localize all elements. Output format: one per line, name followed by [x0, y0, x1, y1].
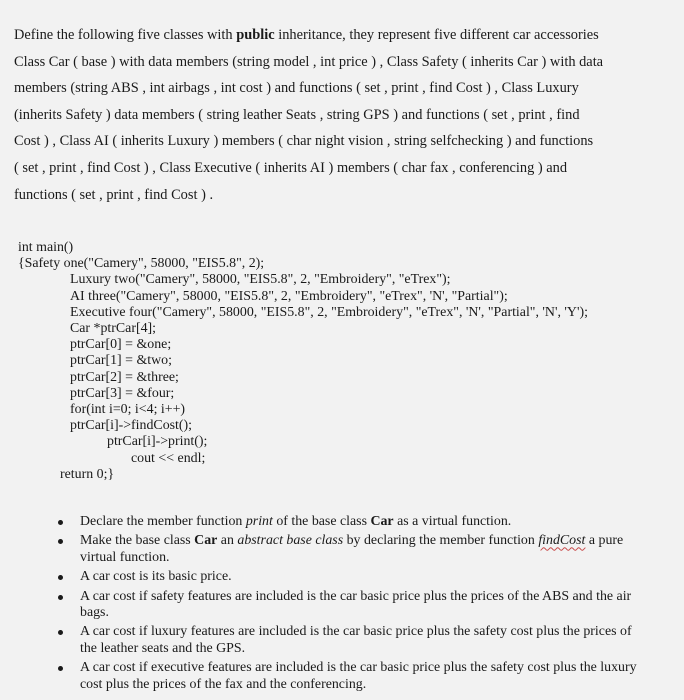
problem-description — [14, 22, 642, 208]
bullet-icon — [58, 520, 63, 525]
intro-line-3: members (string ABS , int airbags , int cost ) and functions ( set , print , find Cost ) , Class Luxury — [14, 80, 579, 97]
intro-text: inheritance, they represent five different car accessories — [274, 27, 599, 43]
code-line: ptrCar[i]->print(); — [107, 434, 208, 450]
list-item: Make the base class Car an abstract base class by declaring the member function findCost a pure virtual function. — [28, 533, 648, 566]
code-line: ptrCar[2] = &three; — [70, 369, 179, 385]
code-line: {Safety one("Camery", 58000, "EIS5.8", 2); — [18, 256, 265, 272]
public-keyword: public — [236, 27, 275, 43]
intro-line-1 — [14, 22, 642, 49]
bullet-icon — [58, 575, 63, 580]
list-item: Declare the member function print of the base class Car as a virtual function. — [28, 514, 648, 530]
list-item: A car cost if safety features are included is the car basic price plus the prices of the ABS and the air bags. — [28, 589, 648, 622]
code-line: ptrCar[3] = &four; — [70, 385, 175, 401]
code-line: Luxury two("Camery", 58000, "EIS5.8", 2, "Embroidery", "eTrex"); — [70, 272, 451, 288]
code-line: ptrCar[1] = &two; — [70, 353, 172, 369]
code-line: for(int i=0; i<4; i++) — [70, 402, 186, 418]
bullet-icon — [58, 595, 63, 600]
intro-line-2: Class Car ( base ) with data members (string model , int price ) , Class Safety ( inherits Car ) with data — [14, 53, 604, 70]
intro-line-5: Cost ) , Class AI ( inherits Luxury ) members ( char night vision , string selfchecking ) and functions — [14, 133, 594, 150]
code-listing — [18, 240, 658, 483]
bullet-icon — [58, 630, 63, 635]
code-line: Executive four("Camery", 58000, "EIS5.8", 2, "Embroidery", "eTrex", 'N', "Partial", 'N', 'Y'); — [70, 304, 588, 320]
code-line: ptrCar[i]->findCost(); — [70, 418, 193, 434]
code-line: ptrCar[0] = &one; — [70, 337, 172, 353]
list-item: A car cost if executive features are included is the car basic price plus the safety cost plus the luxury cost plus the prices of the fax and the conferencing. — [28, 660, 648, 693]
intro-line-6: ( set , print , find Cost ) , Class Executive ( inherits AI ) members ( char fax , conferencing ) and — [14, 159, 568, 176]
bullet-icon — [58, 666, 63, 671]
list-item: A car cost if luxury features are included is the car basic price plus the safety cost plus the prices of the leather seats and the GPS. — [28, 624, 648, 657]
code-line: cout << endl; — [131, 450, 206, 466]
code-line: int main() — [18, 240, 74, 255]
bullet-icon — [58, 539, 63, 544]
intro-text: Define the following five classes with — [14, 27, 237, 43]
intro-line-7: functions ( set , print , find Cost ) . — [14, 186, 214, 203]
code-line: Car *ptrCar[4]; — [70, 321, 157, 337]
code-line: return 0;} — [60, 466, 115, 482]
code-line: AI three("Camery", 58000, "EIS5.8", 2, "Embroidery", "eTrex", 'N', "Partial"); — [70, 288, 508, 304]
requirements-list — [28, 514, 648, 696]
intro-line-4: (inherits Safety ) data members ( string leather Seats , string GPS ) and functions ( set , print , find — [14, 106, 580, 123]
list-item: A car cost is its basic price. — [28, 569, 648, 585]
